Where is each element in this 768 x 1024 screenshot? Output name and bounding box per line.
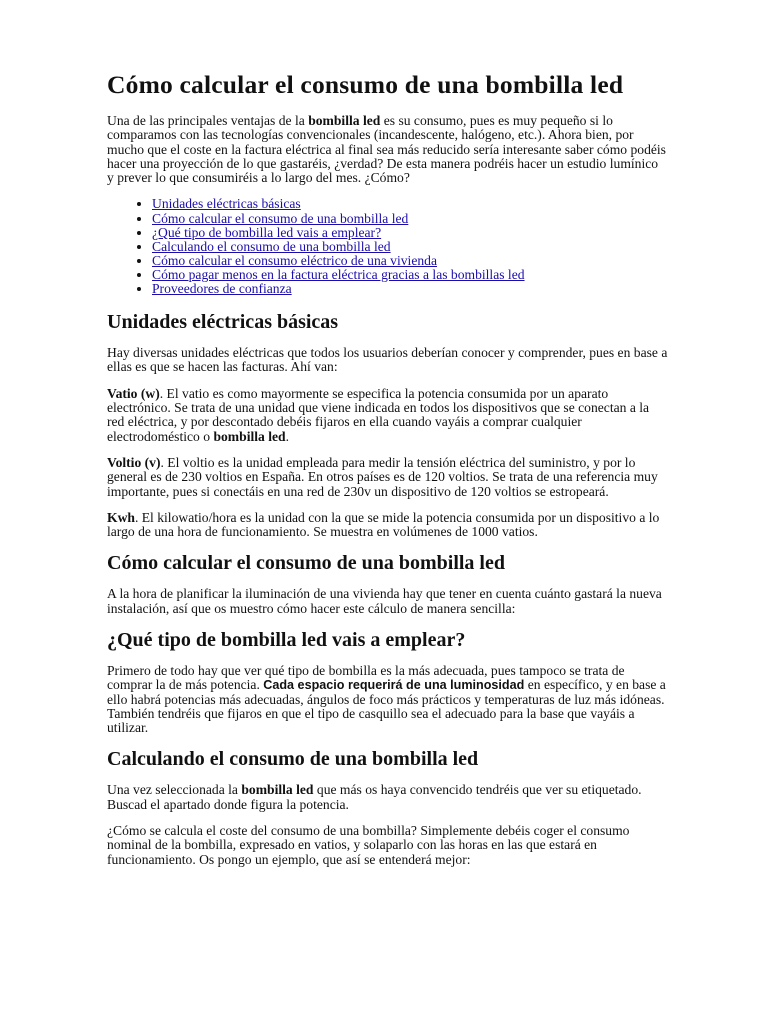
que-tipo-bold: Cada espacio requerirá de una luminosidad <box>263 678 525 693</box>
section-heading-que-tipo: ¿Qué tipo de bombilla led vais a emplear? <box>107 629 466 651</box>
toc-item <box>152 226 668 240</box>
que-tipo-text-2: en específico, y en base a ello habrá potencias más adecuadas, ángulos de foco más prácticos y temperaturas de luz más idóneas. También tendréis que fijaros en que el tipo de casquillo sea el adecuado para la base que vayáis a utilizar. <box>107 677 666 736</box>
kwh-paragraph <box>107 511 668 540</box>
toc-link-como-calcular[interactable]: Cómo calcular el consumo de una bombilla led <box>152 210 409 226</box>
intro-paragraph <box>107 114 668 185</box>
toc-item <box>152 268 668 282</box>
kwh-text: . El kilowatio/hora es la unidad con la que se mide la potencia consumida por un dispositivo a lo largo de una hora de funcionamiento. Se muestra en volúmenes de 1000 vatios. <box>107 509 660 540</box>
vatio-end: . <box>285 428 289 444</box>
vatio-bold: bombilla led <box>213 428 286 444</box>
intro-text-2: es su consumo, pues es muy pequeño si lo comparamos con las tecnologías convencionales (incandescente, halógeno, etc.). Ahora bien, por mucho que el coste en la factura eléctrica al final sea más reducido sería interesante saber cómo podéis hacer una proyección de lo que gastaréis, ¿verdad? De esta manera podréis hacer un estudio lumínico y prever lo que consumiréis a lo largo del mes. ¿Cómo? <box>107 113 666 186</box>
table-of-contents <box>107 197 668 296</box>
toc-link-calculando[interactable]: Calculando el consumo de una bombilla led <box>152 238 391 254</box>
toc-item <box>152 212 668 226</box>
kwh-term: Kwh <box>107 509 135 525</box>
calculando-paragraph-2: ¿Cómo se calcula el coste del consumo de una bombilla? Simplemente debéis coger el consumo nominal de la bombilla, expresado en vatios, y solaparlo con las horas en las que estará en funcionamiento. Os pongo un ejemplo, que así se entenderá mejor: <box>107 823 630 867</box>
vatio-text: . El vatio es como mayormente se especifica la potencia consumida por un aparato electrónico. Se trata de una unidad que viene indicada en todos los dispositivos que se conectan a la red eléctrica, y por descontado debéis fijaros en ella cuando vayáis a comprar cualquier electrodoméstico o <box>107 385 650 444</box>
unidades-paragraph: Hay diversas unidades eléctricas que todos los usuarios deberían conocer y comprender, pues en base a ellas es que se hacen las facturas. Ahí van: <box>107 345 668 375</box>
section-heading-calculando: Calculando el consumo de una bombilla led <box>107 748 479 771</box>
calculando-paragraph-1 <box>107 783 668 812</box>
toc-item <box>152 282 668 296</box>
section-heading-unidades: Unidades eléctricas básicas <box>107 311 339 334</box>
toc-item <box>152 197 668 211</box>
voltio-paragraph <box>107 456 668 499</box>
intro-text-1: Una de las principales ventajas de la <box>107 113 309 128</box>
que-tipo-paragraph <box>107 664 668 735</box>
page-title: Cómo calcular el consumo de una bombilla led <box>107 70 624 99</box>
toc-item <box>152 254 668 268</box>
vatio-term: Vatio (w) <box>107 385 160 401</box>
voltio-term: Voltio (v) <box>107 454 161 470</box>
toc-link-vivienda[interactable]: Cómo calcular el consumo eléctrico de una vivienda <box>152 252 437 268</box>
intro-bold-1: bombilla led <box>308 113 381 128</box>
section-heading-como-calcular: Cómo calcular el consumo de una bombilla led <box>107 552 505 575</box>
toc-item <box>152 240 668 254</box>
vatio-paragraph <box>107 387 668 444</box>
toc-link-unidades[interactable]: Unidades eléctricas básicas <box>152 196 301 212</box>
voltio-text: . El voltio es la unidad empleada para medir la tensión eléctrica del suministro, y por lo general es de 230 voltios en España. En otros países es de 120 voltios. Se trata de una referencia muy importante, pues si conectáis en una red de 230v un dispositivo de 120 voltios se estropeará. <box>107 454 658 499</box>
calculando-bold: bombilla led <box>241 782 314 798</box>
toc-link-pagar-menos[interactable]: Cómo pagar menos en la factura eléctrica gracias a las bombillas led <box>152 266 525 282</box>
que-tipo-text-1: Primero de todo hay que ver qué tipo de bombilla es la más adecuada, pues tampoco se trata de comprar la de más potencia. <box>107 663 625 693</box>
toc-link-que-tipo[interactable]: ¿Qué tipo de bombilla led vais a emplear? <box>152 224 382 240</box>
calculando-text-1: Una vez seleccionada la <box>107 782 242 798</box>
como-calcular-paragraph: A la hora de planificar la iluminación de una vivienda hay que tener en cuenta cuánto gastará la nueva instalación, así que os muestro cómo hacer este cálculo de manera sencilla: <box>107 586 662 616</box>
calculando-text-2: que más os haya convencido tendréis que ver su etiquetado. Buscad el apartado donde figura la potencia. <box>107 782 642 812</box>
toc-link-proveedores[interactable]: Proveedores de confianza <box>152 281 292 297</box>
